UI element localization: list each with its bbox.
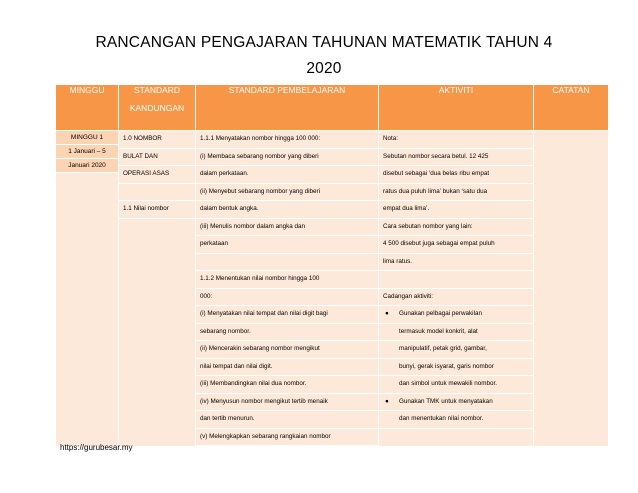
aktiviti-cell — [379, 131, 534, 447]
standard-pembelajaran-line: sebarang nombor. — [196, 324, 378, 342]
aktiviti-line: Sebutan nombor secara betul. 12 425 — [379, 149, 533, 167]
aktiviti-line: ratus dua puluh lima’ bukan ‘satu dua — [379, 184, 533, 202]
page-title — [40, 30, 608, 82]
standard-pembelajaran-line: perkataan — [196, 236, 378, 254]
standard-pembelajaran-line: (i) Membaca sebarang nombor yang diberi — [196, 149, 378, 167]
standard-pembelajaran-line: (iii) Membandingkan nilai dua nombor. — [196, 376, 378, 394]
standard-pembelajaran-line: (iii) Menulis nombor dalam angka dan — [196, 219, 378, 237]
standard-pembelajaran-cell — [196, 131, 379, 447]
minggu-date-start: 1 Januari – 5 — [56, 145, 118, 159]
standard-pembelajaran-line: (v) Melengkapkan sebarang rangkaian nombor — [196, 429, 378, 447]
aktiviti-bullet-item — [379, 394, 533, 412]
lesson-plan-table — [55, 84, 609, 447]
standard-pembelajaran-line: dalam perkataan. — [196, 166, 378, 184]
standard-pembelajaran-line: (iv) Menyusun nombor mengikut tertib menaik — [196, 394, 378, 412]
standard-pembelajaran-line: dan tertib menurun. — [196, 411, 378, 429]
bullet-icon: ● — [385, 397, 389, 405]
table-row — [56, 131, 609, 447]
standard-pembelajaran-line — [196, 254, 378, 272]
bullet-icon: ● — [385, 310, 389, 317]
standard-pembelajaran-line: dalam bentuk angka. — [196, 201, 378, 219]
aktiviti-line: Cara sebutan nombor yang lain: — [379, 219, 533, 237]
header-minggu: MINGGU — [56, 85, 119, 131]
aktiviti-bullet-text: dan menentukan nilai nombor. — [379, 411, 533, 429]
aktiviti-line: 4 500 disebut juga sebagai empat puluh — [379, 236, 533, 254]
header-standard-line1: STANDARD — [133, 85, 181, 95]
standard-pembelajaran-line: 1.1.2 Menentukan nilai nombor hingga 100 — [196, 271, 378, 289]
aktiviti-bullet-text: Gunakan pelbagai perwakilan — [399, 310, 482, 317]
header-standard-pembelajaran: STANDARD PEMBELAJARAN — [196, 85, 379, 131]
minggu-label: MINGGU 1 — [56, 131, 118, 145]
standard-pembelajaran-line: (ii) Mencerakin sebarang nombor mengikut — [196, 341, 378, 359]
standard-kandungan-line: OPERASI ASAS — [119, 166, 195, 184]
aktiviti-line: disebut sebagai ‘dua belas ribu empat — [379, 166, 533, 184]
aktiviti-line: empat dua lima’. — [379, 201, 533, 219]
standard-pembelajaran-line: (i) Menyatakan nilai tempat dan nilai digit bagi — [196, 306, 378, 324]
header-standard-kandungan — [119, 85, 196, 131]
standard-kandungan-line: 1.0 NOMBOR — [119, 131, 195, 149]
minggu-cell — [56, 131, 119, 447]
aktiviti-bullet-text: manipulatif, petak grid, gambar, — [379, 341, 533, 359]
standard-kandungan-line: 1.1 Nilai nombor — [119, 201, 195, 219]
title-line-2: 2020 — [306, 60, 342, 77]
aktiviti-bullet-text: bunyi, gerak isyarat, garis nombor — [379, 359, 533, 377]
aktiviti-line: lima ratus. — [379, 254, 533, 272]
aktiviti-bullet-text: dan simbol untuk mewakili nombor. — [379, 376, 533, 394]
aktiviti-line — [379, 271, 533, 289]
aktiviti-bullet-text: Gunakan TMK untuk menyatakan — [399, 397, 493, 405]
standard-kandungan-cell — [119, 131, 196, 447]
header-standard-line2: KANDUNGAN — [129, 103, 185, 113]
aktiviti-bullet-item — [379, 306, 533, 324]
standard-pembelajaran-line: nilai tempat dan nilai digit. — [196, 359, 378, 377]
catatan-cell — [534, 131, 609, 447]
header-catatan: CATATAN — [534, 85, 609, 131]
aktiviti-line: Nota: — [379, 131, 533, 149]
standard-pembelajaran-line: 000: — [196, 289, 378, 307]
footer-url: https://gurubesar.my — [60, 443, 133, 452]
standard-kandungan-line — [119, 184, 195, 202]
standard-pembelajaran-line: (ii) Menyebut sebarang nombor yang diberi — [196, 184, 378, 202]
standard-kandungan-line: BULAT DAN — [119, 149, 195, 167]
aktiviti-line: Cadangan aktiviti: — [379, 289, 533, 307]
minggu-date-end: Januari 2020 — [56, 159, 118, 173]
table-header-row — [56, 85, 609, 131]
standard-pembelajaran-line: 1.1.1 Menyatakan nombor hingga 100 000: — [196, 131, 378, 149]
title-line-1: RANCANGAN PENGAJARAN TAHUNAN MATEMATIK TAHUN 4 — [95, 34, 553, 51]
aktiviti-bullet-text: termasuk model konkrit, alat — [379, 324, 533, 342]
header-aktiviti: AKTIVITI — [379, 85, 534, 131]
